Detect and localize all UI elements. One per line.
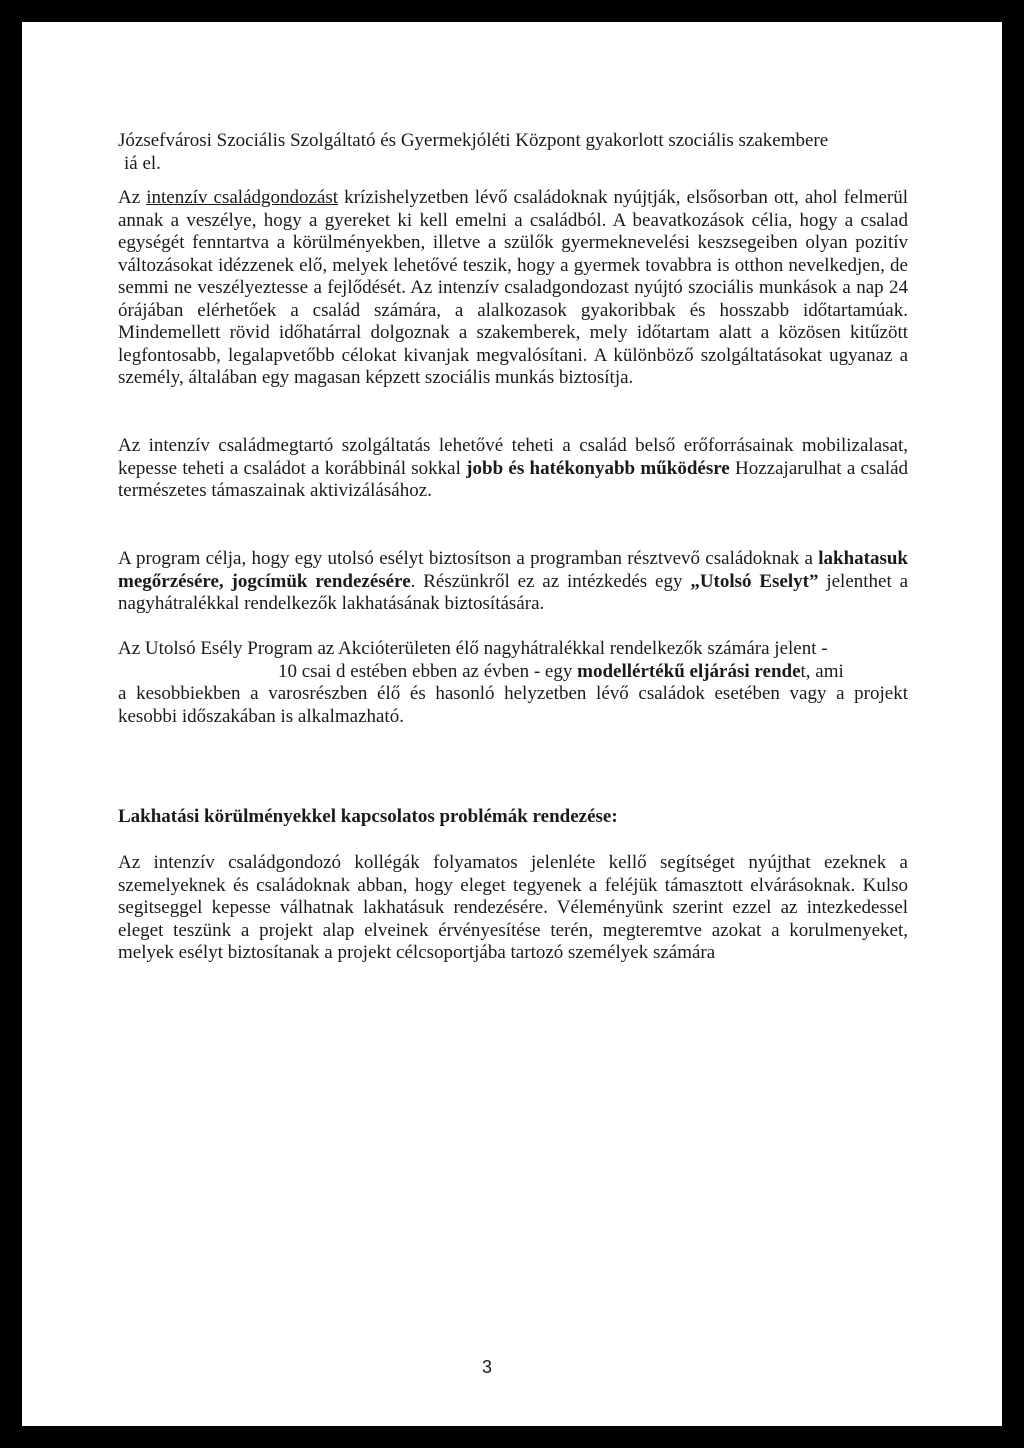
paragraph-housing <box>118 852 908 965</box>
p2-bold-phrase: jobb és hatékonyabb működésre <box>466 457 730 479</box>
p1-underlined-term: intenzív családgondozást <box>146 187 339 208</box>
p3-end: jelenthet a nagyhátralékkal rendelkezők lakhatásának biztosítására. <box>118 570 909 614</box>
p3-bold-quote: „Utolsó Eselyt” <box>690 570 819 592</box>
paragraph-program-goal-text <box>118 548 908 616</box>
p4-line-2 <box>118 661 908 684</box>
p3-middle: . Részünkről ez az intézkedés egy <box>410 570 683 592</box>
document-page <box>22 22 1002 1426</box>
paragraph-last-chance <box>118 638 908 728</box>
section-heading: Lakhatási körülményekkel kapcsolatos problémák rendezése: <box>118 806 618 827</box>
p2-rest: Hozzajarulhat a család természetes támaszainak aktivizálásához. <box>118 457 909 501</box>
p1-rest: krízishelyzetben lévő családoknak nyújtják, elsősorban ott, ahol felmerül annak a veszélye, hogy a gyereket ki kell emelni a családból. A beavatkozások célia, hogy a csalad egységét fenntartva a körülményekben, illetve a szülők gyermeknevelési keszsegeiben olyan pozitív változásokat idézzenek elő, melyek lehetővé teszik, hogy a gyermek tovabbra is otthon nevelkedjen, de semmi ne veszélyeztesse a fejlődését. Az intenzív csaladgondozast nyújtó szociális munkások a nap 24 órájában elérhetőek a család számára, a alalkozasok gyakoribbak és hosszabb időtartamúak. Mindemellett rövid időhatárral dolgoznak a szakemberek, mely időtartam alatt a közösen kitűzött legfontosabb, legalapvetőbb célokat kivanjak megvalósítani. A különböző szolgáltatásokat ugyanaz a személy, általában egy magasan képzett szociális munkás biztosítja. <box>118 187 909 388</box>
p4-line-1: Az Utolsó Esély Program az Akcióterületen élő nagyhátralékkal rendelkezők számára jelent - <box>118 638 828 659</box>
p4-case-count: 10 csai d estében ebben az évben - egy <box>278 660 573 682</box>
paragraph-intensive-care-text <box>118 187 908 390</box>
p1-start: Az <box>118 187 141 208</box>
intro-line-1: Józsefvárosi Szociális Szolgáltató és Gyermekjóléti Központ gyakorlott szociális szakembere <box>118 130 829 151</box>
p3-start: A program célja, hogy egy utolsó esélyt biztosítson a programban résztvevő családoknak a <box>118 548 813 569</box>
p3-bold-phrase: lakhatasuk megőrzésére, jogcímük rendezésére <box>118 548 908 592</box>
p4-rest: a kesobbiekben a varosrészben élő és hasonló helyzetben lévő családok esetében vagy a projekt kesobbi időszakában is alkalmazható. <box>118 683 908 727</box>
page-number: 3 <box>482 1357 493 1377</box>
paragraph-family-support <box>118 435 908 503</box>
intro-line-2: iá el. <box>124 152 161 174</box>
paragraph-intensive-care <box>118 187 908 390</box>
p4-bold-phrase: modellértékű eljárási rende <box>577 660 801 682</box>
section-heading-block <box>118 806 908 829</box>
paragraph-program-goal <box>118 548 908 616</box>
paragraph-family-support-text <box>118 435 908 503</box>
p4-suffix: t, ami <box>800 660 844 682</box>
paragraph-housing-text: Az intenzív családgondozó kollégák folyamatos jelenléte kellő segítséget nyújthat ezeknek a szemelyeknek és családoknak abban, hogy eleget tegyenek a feléjük támasztott elvárásoknak. Kulso segitseggel kepesse válhatnak lakhatásuk rendezésére. Véleményünk szerint ezzel az intezkedessel eleget teszünk a projekt alap elveinek érvényesítése terén, megteremtve azokat a korulmenyeket, melyek esélyt biztosítanak a projekt célcsoportjába tartozó személyek számára <box>118 852 908 963</box>
p2-start: Az intenzív családmegtartó szolgáltatás lehetővé teheti a család belső erőforrásainak mobilizalasat, kepesse teheti a családot a korábbinál sokkal <box>118 435 908 479</box>
intro-paragraph <box>118 130 908 175</box>
